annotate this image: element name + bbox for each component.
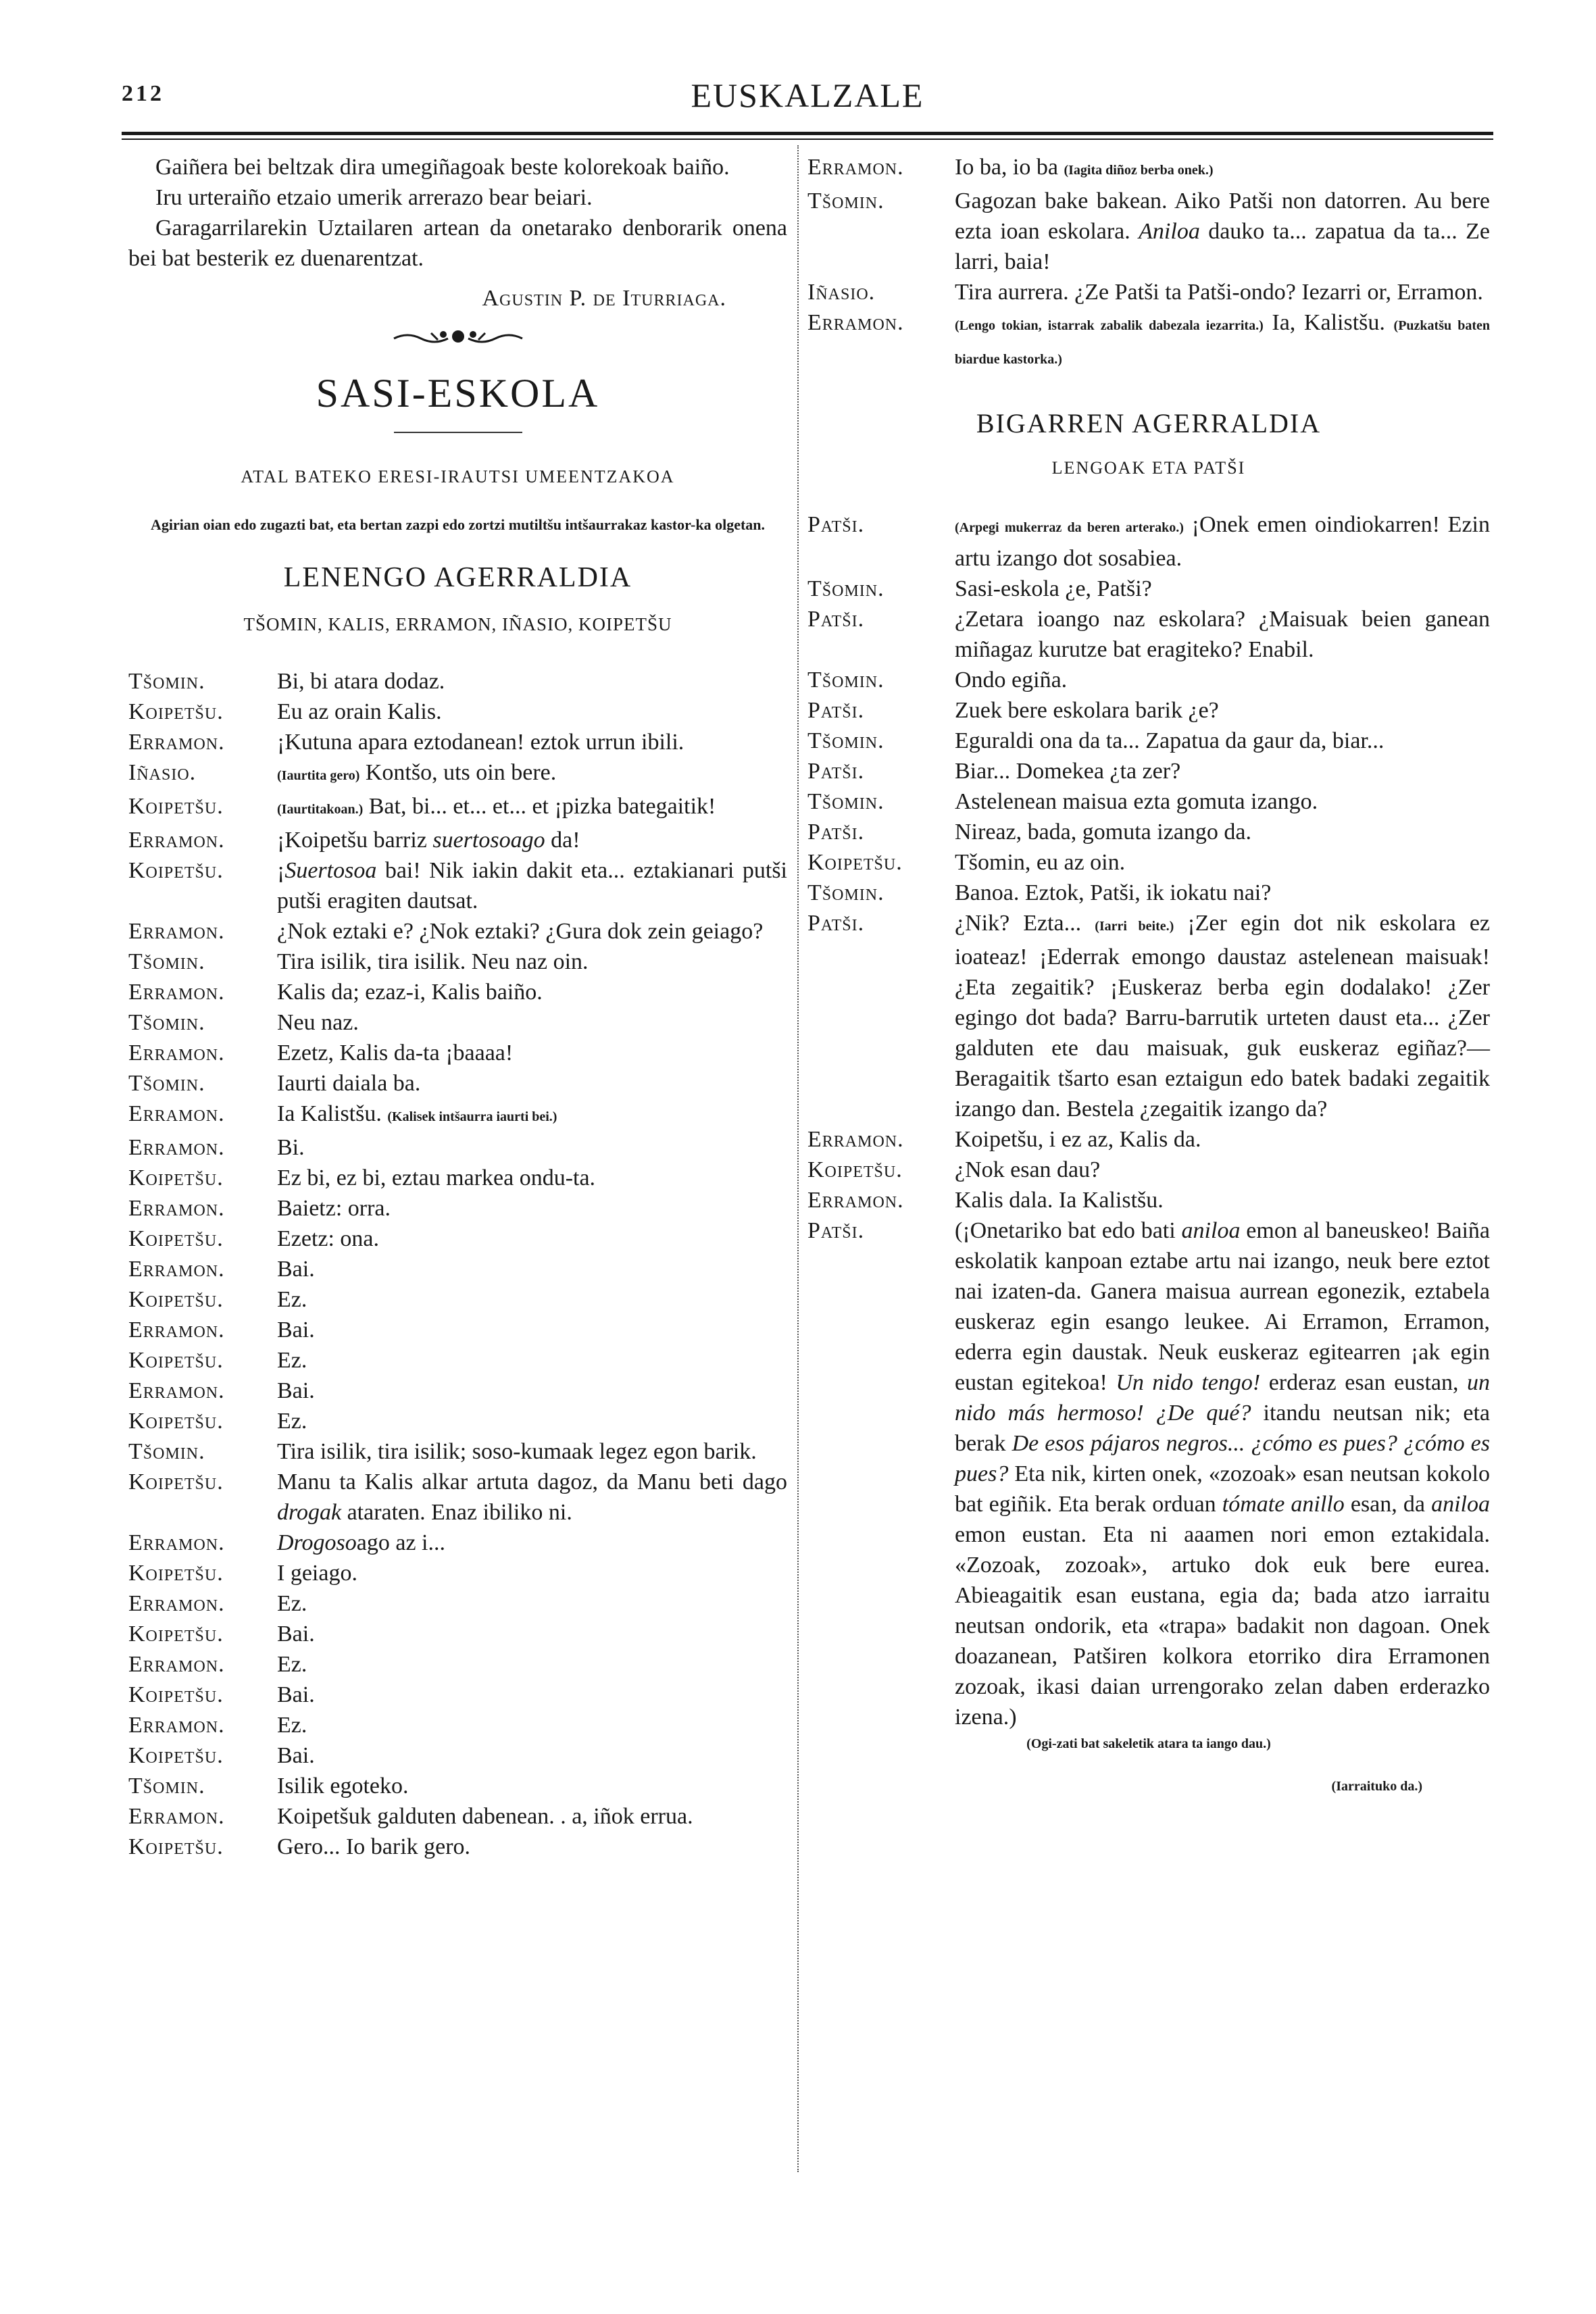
dialog-text: [955, 1215, 1490, 1732]
speaker-name: Erramon.: [128, 730, 225, 755]
speaker-name: Koipetšu.: [128, 1682, 224, 1707]
dialog-text: [955, 277, 1490, 307]
italic-text: Suertosoa: [284, 858, 377, 883]
dialog-line: [128, 855, 787, 916]
dialog-line: [128, 825, 787, 855]
text-segment: Bai.: [277, 1378, 315, 1403]
speaker-name: Erramon.: [128, 1317, 225, 1342]
dialog-line: [128, 1345, 787, 1376]
dialog-line: [128, 1588, 787, 1619]
text-segment: Nireaz, bada, gomuta izango da.: [955, 820, 1251, 845]
text-segment: ¿Nok eztaki e? ¿Nok eztaki? ¿Gura dok zein geiago?: [277, 919, 764, 944]
dialog-line: [128, 1193, 787, 1224]
dialog-line: [128, 1038, 787, 1068]
text-segment: Gagozan bake bakean. Aiko Patši non datorren. Au bere ezta ioan eskolara.: [955, 188, 1490, 244]
speaker-name: Erramon.: [128, 1196, 225, 1221]
dialog-text: [277, 1345, 787, 1376]
text-segment: Ia, Kalistšu.: [1272, 310, 1385, 335]
dialog-text: [277, 916, 787, 947]
dialog-text: [277, 1619, 787, 1649]
dialog-text: [277, 1284, 787, 1315]
text-segment: Bai.: [277, 1743, 315, 1768]
text-segment: Biar... Domekea ¿ta zer?: [955, 759, 1181, 784]
text-segment: Eta nik, kirten onek, «zozoak» esan neutsan kokolo bat egiñik. Eta berak orduan: [955, 1461, 1490, 1517]
dialog-text: [277, 791, 787, 825]
text-segment: ¡Onek emen oindiokarren! Ezin artu izango dot sosabiea.: [955, 512, 1490, 571]
dialog-text: [277, 1832, 787, 1862]
dialog-block: [807, 509, 1490, 1732]
dialog-line: [128, 1132, 787, 1163]
speaker-name: Tšomin.: [807, 880, 884, 905]
stage-direction: (Kalisek intšaurra iaurti bei.): [387, 1109, 557, 1124]
speaker-name: Erramon.: [128, 1135, 225, 1160]
text-segment: Manu ta Kalis alkar artuta dagoz, da Manu beti dago: [277, 1469, 787, 1494]
text-segment: Tira isilik, tira isilik; soso-kumaak legez egon barik.: [277, 1439, 757, 1464]
speaker-name: Tšomin.: [128, 949, 205, 974]
text-segment: Ia Kalistšu.: [277, 1101, 382, 1126]
speaker-name: Koipetšu.: [128, 1287, 224, 1312]
text-segment: ¿Nok esan dau?: [955, 1157, 1101, 1182]
header-rule-thin: [122, 139, 1493, 140]
text-segment: Gero... Io barik gero.: [277, 1834, 471, 1859]
text-segment: da!: [545, 828, 580, 853]
dialog-text: [955, 756, 1490, 786]
dialog-text: [277, 1007, 787, 1038]
dialog-text: [955, 878, 1490, 908]
italic-text: aniloa: [1181, 1218, 1241, 1243]
dialog-text: [955, 1185, 1490, 1215]
italic-text: drogak: [277, 1500, 342, 1525]
text-segment: bai! Nik iakin dakit eta... eztakianari putši putši eragiten dautsat.: [277, 858, 787, 913]
dialog-text: [277, 1224, 787, 1254]
text-segment: Zuek bere eskolara barik ¿e?: [955, 698, 1219, 723]
dialog-line: [807, 604, 1490, 665]
dialog-block: [128, 666, 787, 1862]
text-segment: ¿Zetara ioango naz eskolara? ¿Maisuak beien ganean miñagaz kurutze bat eragiteko? Enabil.: [955, 607, 1490, 662]
dialog-line: [128, 727, 787, 757]
speaker-name: Tšomin.: [807, 668, 884, 693]
dialog-text: [277, 977, 787, 1007]
speaker-name: Erramon.: [807, 1188, 904, 1213]
dialog-line: [128, 1467, 787, 1528]
dialog-text: [277, 1680, 787, 1710]
dialog-line: [807, 847, 1490, 878]
dialog-line: [128, 1315, 787, 1345]
text-segment: Tira isilik, tira isilik. Neu naz oin.: [277, 949, 589, 974]
dialog-text: [277, 855, 787, 916]
text-segment: Kalis da; ezaz-i, Kalis baiño.: [277, 980, 543, 1005]
dialog-line: [807, 665, 1490, 695]
dialog-line: [128, 1801, 787, 1832]
text-segment: Bi.: [277, 1135, 305, 1160]
dialog-line: [128, 1099, 787, 1132]
act-title: LENENGO AGERRALDIA: [283, 562, 632, 593]
text-segment: Ondo egiña.: [955, 668, 1068, 693]
speaker-name: Tšomin.: [128, 669, 205, 694]
dialog-text: [277, 1467, 787, 1528]
dialog-text: [277, 1528, 787, 1558]
dialog-line: [128, 1254, 787, 1284]
setting-description: Agirian oian edo zugazti bat, eta bertan zazpi edo zortzi mutiltšu intšaurrakaz kastor-ka olgetan.: [150, 516, 766, 533]
text-segment: Tira aurrera. ¿Ze Patši ta Patši-ondo? Iezarri or, Erramon.: [955, 280, 1483, 305]
text-segment: Neu naz.: [277, 1010, 359, 1035]
text-segment: ¡Kutuna apara eztodanean! eztok urrun ibili.: [277, 730, 684, 755]
speaker-name: Koipetšu.: [128, 858, 224, 883]
stage-direction: (Lengo tokian, istarrak zabalik dabezala iezarrita.): [955, 318, 1264, 333]
dialog-text: [277, 697, 787, 727]
text-segment: Iaurti daiala ba.: [277, 1071, 421, 1096]
journal-title: EUSKALZALE: [691, 76, 924, 114]
play-subtitle: ATAL BATEKO ERESI-IRAUTSI UMEENTZAKOA: [241, 467, 675, 486]
dialog-line: [128, 1558, 787, 1588]
intro-paragraph: Gaiñera bei beltzak dira umegiñagoak beste kolorekoak baiño.: [155, 155, 730, 180]
text-segment: Isilik egoteko.: [277, 1774, 409, 1799]
italic-text: Drogoso: [277, 1530, 357, 1555]
text-segment: Bai.: [277, 1317, 315, 1342]
speaker-name: Erramon.: [128, 1257, 225, 1282]
italic-text: ¿De qué?: [1155, 1401, 1251, 1426]
speaker-name: Patši.: [807, 512, 865, 537]
speaker-name: Patši.: [807, 1218, 865, 1243]
text-segment: ago az i...: [356, 1530, 445, 1555]
speaker-name: Erramon.: [128, 919, 225, 944]
dialog-text: [277, 1588, 787, 1619]
text-segment: (¡Onetariko bat edo bati: [955, 1218, 1182, 1243]
signature: Agustin P. de Iturriaga.: [482, 286, 726, 311]
text-segment: emon al baneuskeo! Baiña eskolatik kanpoan eztabe artu nai izango, neuk bere eztot nai izaten-da. Ganera maisua aurrean egonezik, eztabela euskeraz egin esango leukee. Ai Erramon, Erramon, ederra egin daustak. Neuk euskeraz egitearren ¡ak egin eustan egitekoa!: [955, 1218, 1490, 1395]
dialog-text: [277, 1649, 787, 1680]
speaker-name: Koipetšu.: [128, 1226, 224, 1251]
dialog-text: [955, 695, 1490, 726]
text-segment: itandu neutsan nik; eta berak: [955, 1401, 1490, 1456]
speaker-name: Koipetšu.: [128, 794, 224, 819]
dialog-text: [955, 152, 1490, 186]
text-segment: dauko ta... zapatua da ta... Ze larri, baia!: [955, 219, 1490, 274]
page-header: [122, 68, 1493, 122]
dialog-line: [128, 1649, 787, 1680]
dialog-line: [807, 1124, 1490, 1155]
dialog-line: [807, 1215, 1490, 1732]
speaker-name: Koipetšu.: [128, 1409, 224, 1434]
italic-text: Un nido tengo!: [1116, 1370, 1261, 1395]
dialog-line: [807, 574, 1490, 604]
speaker-name: Patši.: [807, 911, 865, 936]
dialog-line: [128, 1528, 787, 1558]
dialog-text: [277, 825, 787, 855]
text-segment: Bai.: [277, 1682, 315, 1707]
text-segment: Baietz: orra.: [277, 1196, 391, 1221]
dialog-text: [277, 1740, 787, 1771]
dialog-text: [277, 727, 787, 757]
speaker-name: Erramon.: [128, 1713, 225, 1738]
dialog-line: [807, 786, 1490, 817]
text-segment: ¡: [277, 858, 285, 883]
speaker-name: Tšomin.: [807, 789, 884, 814]
speaker-name: Koipetšu.: [807, 1157, 903, 1182]
speaker-name: Erramon.: [128, 1591, 225, 1616]
dialog-text: [955, 908, 1490, 1124]
speaker-name: Patši.: [807, 759, 865, 784]
page-number: 212: [122, 81, 164, 106]
text-segment: Ez.: [277, 1591, 307, 1616]
speaker-name: Tšomin.: [807, 188, 884, 213]
italic-text: suertosoago: [432, 828, 545, 853]
dialog-line: [807, 509, 1490, 574]
header-rule: [122, 132, 1493, 135]
dialog-line: [128, 1710, 787, 1740]
text-segment: erderaz esan eustan,: [1260, 1370, 1467, 1395]
dialog-line: [128, 757, 787, 791]
dialog-text: [277, 666, 787, 697]
dialog-line: [128, 1163, 787, 1193]
text-segment: Ez.: [277, 1652, 307, 1677]
speaker-name: Tšomin.: [128, 1439, 205, 1464]
speaker-name: Iñasio.: [128, 760, 197, 785]
speaker-name: Koipetšu.: [128, 1469, 224, 1494]
speaker-name: Patši.: [807, 820, 865, 845]
speaker-name: Koipetšu.: [807, 850, 903, 875]
speaker-name: Koipetšu.: [128, 1348, 224, 1373]
text-segment: emon eustan. Eta ni aaamen nori emon eztakidala. «Zozoak, zozoak», artuko dok euk bere eurea. Abieagaitik esan eustana, egia da; bada atzo iarraitu neutsan ondorik, eta «trapa» badakit non dagoan. Onek doazanean, Patširen kolkora etorriko dira Erramonen zozoak, ikasi daian urrengorako zelan daben erderazko izena.): [955, 1522, 1490, 1730]
text-segment: Bat, bi... et... et... et ¡pizka bategaitik!: [368, 794, 716, 819]
speaker-name: Erramon.: [807, 1127, 904, 1152]
left-column: [128, 152, 787, 1862]
text-segment: ¿Nik? Ezta...: [955, 911, 1082, 936]
dialog-text: [955, 307, 1490, 375]
stage-direction: (Iaurtitakoan.): [277, 802, 364, 817]
text-segment: ¡Koipetšu barriz: [277, 828, 433, 853]
intro-paragraph: Garagarrilarekin Uztailaren artean da onetarako denborarik onena bei bat besterik ez duenarentzat.: [128, 216, 787, 271]
dialog-line: [807, 186, 1490, 277]
text-segment: Tšomin, eu az oin.: [955, 850, 1126, 875]
dialog-line: [128, 916, 787, 947]
speaker-name: Tšomin.: [807, 576, 884, 601]
text-segment: Astelenean maisua ezta gomuta izango.: [955, 789, 1318, 814]
text-segment: Ez.: [277, 1409, 307, 1434]
stage-direction: (Arpegi mukerraz da beren arterako.): [955, 520, 1184, 535]
dialog-text: [277, 1801, 787, 1832]
speaker-name: Koipetšu.: [128, 1834, 224, 1859]
speaker-name: Koipetšu.: [128, 699, 224, 724]
dialog-text: [277, 1436, 787, 1467]
speaker-name: Iñasio.: [807, 280, 876, 305]
ornament-icon: [128, 326, 787, 350]
text-segment: Sasi-eskola ¿e, Patši?: [955, 576, 1152, 601]
speaker-name: Erramon.: [128, 828, 225, 853]
dialog-line: [807, 817, 1490, 847]
dialog-line: [128, 697, 787, 727]
dialog-line: [128, 947, 787, 977]
speaker-name: Erramon.: [807, 310, 904, 335]
dialog-line: [128, 1740, 787, 1771]
text-segment: Ezetz: ona.: [277, 1226, 380, 1251]
title-rule: [394, 432, 522, 433]
dialog-text: [955, 817, 1490, 847]
text-segment: Ez.: [277, 1348, 307, 1373]
dialog-text: [955, 1124, 1490, 1155]
speaker-name: Erramon.: [128, 1101, 225, 1126]
dialog-text: [955, 509, 1490, 574]
text-segment: Ezetz, Kalis da-ta ¡baaaa!: [277, 1040, 514, 1065]
dialog-text: [277, 1132, 787, 1163]
dialog-block: [807, 152, 1490, 375]
dialog-line: [807, 1185, 1490, 1215]
speaker-name: Erramon.: [807, 155, 904, 180]
text-segment: esan, da: [1344, 1492, 1432, 1517]
text-segment: Kalis dala. Ia Kalistšu.: [955, 1188, 1164, 1213]
dialog-line: [807, 277, 1490, 307]
stage-direction: (Iarri beite.): [1095, 919, 1174, 934]
speaker-name: Erramon.: [128, 980, 225, 1005]
dialog-line: [807, 908, 1490, 1124]
dialog-line: [128, 1406, 787, 1436]
dialog-text: [955, 726, 1490, 756]
text-segment: Ez.: [277, 1713, 307, 1738]
dialog-line: [807, 1155, 1490, 1185]
character-list: LENGOAK ETA PATŠI: [1051, 458, 1246, 478]
text-segment: Koipetšu, i ez az, Kalis da.: [955, 1127, 1201, 1152]
stage-direction: (Iagita diñoz berba onek.): [1064, 163, 1214, 178]
dialog-line: [128, 791, 787, 825]
act-title: BIGARREN AGERRALDIA: [976, 408, 1322, 438]
dialog-text: [277, 1315, 787, 1345]
text-segment: Bi, bi atara dodaz.: [277, 669, 445, 694]
speaker-name: Tšomin.: [807, 728, 884, 753]
dialog-line: [807, 878, 1490, 908]
dialog-text: [277, 1558, 787, 1588]
dialog-line: [128, 1224, 787, 1254]
dialog-text: [277, 947, 787, 977]
dialog-line: [128, 1832, 787, 1862]
dialog-text: [277, 1038, 787, 1068]
dialog-text: [277, 1099, 787, 1132]
dialog-line: [128, 1680, 787, 1710]
dialog-text: [277, 757, 787, 791]
text-segment: I geiago.: [277, 1561, 357, 1586]
italic-text: aniloa: [1431, 1492, 1490, 1517]
dialog-text: [277, 1163, 787, 1193]
text-segment: Ez bi, ez bi, eztau markea ondu-ta.: [277, 1165, 596, 1190]
speaker-name: Erramon.: [128, 1378, 225, 1403]
dialog-line: [128, 666, 787, 697]
speaker-name: Koipetšu.: [128, 1621, 224, 1646]
text-segment: Kontšo, uts oin bere.: [365, 760, 557, 785]
dialog-text: [955, 574, 1490, 604]
dialog-text: [955, 1155, 1490, 1185]
speaker-name: Erramon.: [128, 1530, 225, 1555]
text-segment: Banoa. Eztok, Patši, ik iokatu nai?: [955, 880, 1272, 905]
speaker-name: Tšomin.: [128, 1071, 205, 1096]
dialog-text: [277, 1376, 787, 1406]
text-segment: Koipetšuk galduten dabenean. . a, iñok errua.: [277, 1804, 693, 1829]
text-segment: Eu az orain Kalis.: [277, 699, 442, 724]
dialog-line: [807, 726, 1490, 756]
stage-direction: (Ogi-zati bat sakeletik atara ta iango dau.): [1026, 1736, 1271, 1751]
dialog-text: [277, 1193, 787, 1224]
dialog-text: [955, 665, 1490, 695]
column-divider: [797, 145, 799, 2172]
dialog-line: [128, 1284, 787, 1315]
continued-note: (Iarraituko da.): [1331, 1779, 1422, 1794]
italic-text: Aniloa: [1139, 219, 1200, 244]
speaker-name: Erramon.: [128, 1040, 225, 1065]
text-segment: Ez.: [277, 1287, 307, 1312]
dialog-text: [955, 604, 1490, 665]
dialog-line: [807, 152, 1490, 186]
dialog-text: [955, 786, 1490, 817]
dialog-text: [277, 1068, 787, 1099]
play-title: SASI-ESKOLA: [316, 371, 600, 416]
dialog-line: [807, 307, 1490, 375]
stage-direction: (Iaurtita gero): [277, 768, 360, 783]
dialog-line: [807, 695, 1490, 726]
speaker-name: Erramon.: [128, 1652, 225, 1677]
right-column: [807, 152, 1490, 1794]
character-list: TŠOMIN, KALIS, ERRAMON, IÑASIO, KOIPETŠU: [243, 614, 672, 634]
speaker-name: Patši.: [807, 607, 865, 632]
dialog-text: [277, 1406, 787, 1436]
text-segment: Bai.: [277, 1621, 315, 1646]
text-segment: [1144, 1401, 1156, 1426]
dialog-text: [955, 186, 1490, 277]
dialog-line: [128, 1376, 787, 1406]
speaker-name: Erramon.: [128, 1804, 225, 1829]
italic-text: De esos pájaros negros... ¿cómo es pues? ¿cómo es pues?: [955, 1431, 1490, 1486]
dialog-text: [277, 1771, 787, 1801]
speaker-name: Tšomin.: [128, 1774, 205, 1799]
intro-paragraph: Iru urteraiño etzaio umerik arrerazo bear beiari.: [155, 185, 593, 210]
text-segment: ¡Zer egin dot nik eskolara ez ioateaz! ¡Ederrak emongo daustaz astelenean maisuak! ¿Eta zegaitik? ¡Euskeraz berba egin dodalako! ¿Zer egingo dot bada? Barru-barrutik urteten daust eta... ¿Zer galduten ete dau maisuak, guk euskeraz egiñaz?—Beragaitik tšarto esan eztaigun edo batek badaki zegaitik izango dan. Bestela ¿zegaitik izango da?: [955, 911, 1491, 1122]
dialog-text: [277, 1254, 787, 1284]
speaker-name: Tšomin.: [128, 1010, 205, 1035]
text-segment: Bai.: [277, 1257, 315, 1282]
dialog-line: [128, 1007, 787, 1038]
dialog-text: [955, 847, 1490, 878]
speaker-name: Patši.: [807, 698, 865, 723]
dialog-line: [128, 1436, 787, 1467]
text-segment: ataraten. Enaz ibiliko ni.: [341, 1500, 572, 1525]
italic-text: un nido más hermoso!: [955, 1370, 1490, 1426]
italic-text: tómate anillo: [1222, 1492, 1345, 1517]
speaker-name: Koipetšu.: [128, 1165, 224, 1190]
speaker-name: Koipetšu.: [128, 1561, 224, 1586]
dialog-line: [128, 1068, 787, 1099]
speaker-name: Koipetšu.: [128, 1743, 224, 1768]
dialog-line: [128, 1619, 787, 1649]
text-segment: Eguraldi ona da ta... Zapatua da gaur da, biar...: [955, 728, 1385, 753]
stage-direction: (Puzkatšu baten biardue kastorka.): [955, 318, 1491, 367]
dialog-text: [277, 1710, 787, 1740]
dialog-line: [128, 977, 787, 1007]
dialog-line: [807, 756, 1490, 786]
text-segment: Io ba, io ba: [955, 155, 1058, 180]
dialog-line: [128, 1771, 787, 1801]
